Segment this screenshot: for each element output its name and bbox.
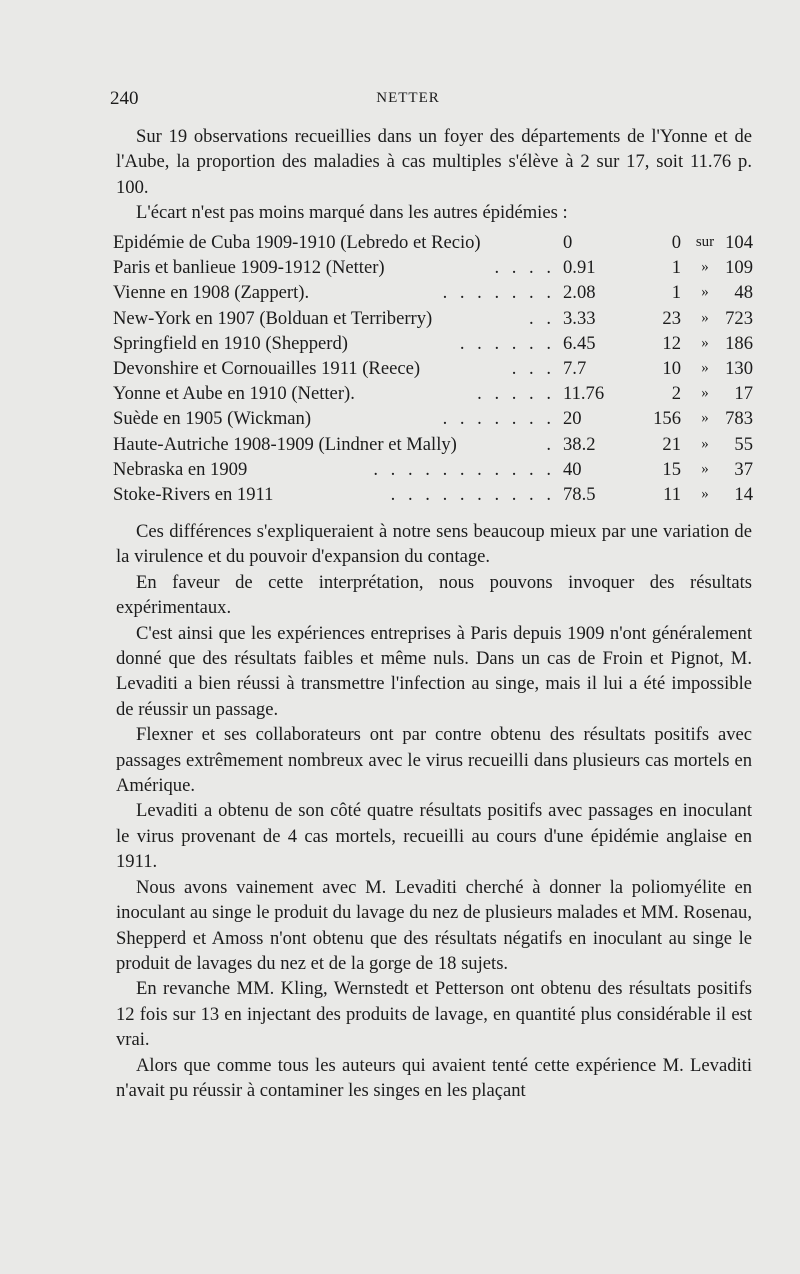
- table-row: [113, 306, 753, 331]
- multiple-cases: 1: [671, 257, 681, 279]
- percentage: 3.33: [563, 307, 596, 329]
- multiple-cases: 156: [653, 408, 681, 430]
- table-row: [113, 381, 753, 406]
- percentage: 0: [563, 232, 573, 253]
- separator: »: [701, 485, 709, 502]
- leader-dots: . . . . .: [477, 383, 555, 405]
- leader-dots: . . . . . .: [459, 332, 555, 354]
- total-cases: 48: [734, 282, 753, 304]
- multiple-cases: 15: [662, 458, 681, 480]
- separator: »: [701, 309, 709, 326]
- table-row: [113, 255, 753, 280]
- epidemic-label: Haute-Autriche 1908-1909 (Lindner et Mally): [113, 433, 457, 455]
- multiple-cases: 2: [671, 383, 681, 405]
- table-row: [113, 356, 753, 381]
- total-cases: 723: [725, 307, 753, 329]
- percentage: 7.7: [563, 357, 587, 379]
- separator: »: [701, 385, 709, 402]
- percentage: 78.5: [563, 483, 596, 505]
- percentage: 0.91: [563, 257, 596, 279]
- epidemic-label: New-York en 1907 (Bolduan et Terriberry): [113, 307, 433, 329]
- table-row: [113, 331, 753, 356]
- separator: »: [701, 334, 709, 351]
- total-cases: 14: [734, 483, 753, 505]
- percentage: 40: [563, 458, 582, 480]
- multiple-cases: 21: [662, 433, 681, 455]
- paragraph: En faveur de cette interprétation, nous pouvons invoquer des résultats expérimentaux.: [116, 571, 752, 619]
- table-row: [113, 280, 753, 305]
- intro-text: [116, 124, 752, 226]
- total-cases: 130: [725, 357, 753, 379]
- separator: »: [701, 284, 709, 301]
- table-row: [113, 406, 753, 431]
- running-title: NETTER: [376, 90, 440, 106]
- percentage: 20: [563, 408, 582, 430]
- paragraph: Alors que comme tous les auteurs qui avaient tenté cette expérience M. Levaditi n'avait pu réussir à contaminer les singes en les plaçant: [116, 1054, 752, 1101]
- leader-dots: . . . . . . . . . .: [390, 483, 555, 505]
- total-cases: 109: [725, 257, 753, 279]
- epidemic-label: Springfield en 1910 (Shepperd): [113, 332, 348, 354]
- total-cases: 17: [734, 383, 753, 405]
- epidemic-label: Suède en 1905 (Wickman): [113, 408, 312, 430]
- separator: »: [701, 435, 709, 452]
- leader-dots: . . .: [511, 357, 555, 379]
- leader-dots: . . . . . . . . . . .: [373, 458, 555, 480]
- page-number: 240: [110, 88, 139, 109]
- multiple-cases: 0: [671, 232, 681, 253]
- total-cases: 37: [734, 458, 753, 480]
- epidemic-label: Nebraska en 1909: [113, 458, 248, 480]
- epidemic-table: [113, 230, 753, 507]
- separator: »: [701, 410, 709, 427]
- paragraph: L'écart n'est pas moins marqué dans les autres épidémies :: [136, 202, 568, 224]
- percentage: 2.08: [563, 282, 596, 304]
- multiple-cases: 10: [662, 357, 681, 379]
- total-cases: 783: [725, 408, 753, 430]
- paragraph: En revanche MM. Kling, Wernstedt et Petterson ont obtenu des résultats positifs 12 fois sur 13 en injectant des produits de lavage, en quantité plus considérable il est vrai.: [116, 978, 752, 1051]
- paragraph: Flexner et ses collaborateurs ont par contre obtenu des résultats positifs avec passages extrêmement nombreux avec le virus recueilli dans plusieurs cas mortels en Amérique.: [116, 724, 752, 797]
- epidemic-label: Devonshire et Cornouailles 1911 (Reece): [113, 357, 421, 379]
- epidemic-label: Stoke-Rivers en 1911: [113, 483, 274, 505]
- body-text: [116, 519, 752, 1103]
- epidemic-label: Yonne et Aube en 1910 (Netter).: [113, 383, 355, 405]
- table-row: [113, 432, 753, 457]
- paragraph: Sur 19 observations recueillies dans un foyer des départements de l'Yonne et de l'Aube, la proportion des maladies à cas multiples s'élève à 2 sur 17, soit 11.76 p. 100.: [116, 126, 752, 198]
- multiple-cases: 1: [671, 282, 681, 304]
- leader-dots: . . . . . . .: [442, 408, 555, 430]
- leader-dots: . . . . . . .: [442, 282, 555, 304]
- epidemic-label: Epidémie de Cuba 1909-1910 (Lebredo et Recio): [113, 232, 481, 253]
- multiple-cases: 23: [662, 307, 681, 329]
- paragraph: Levaditi a obtenu de son côté quatre résultats positifs avec passages en inoculant le virus provenant de 4 cas mortels, recueilli au cours d'une épidémie anglaise en 1911.: [116, 800, 752, 873]
- table-row: [113, 482, 753, 507]
- epidemic-label: Paris et banlieue 1909-1912 (Netter): [113, 257, 385, 279]
- leader-dots: .: [546, 433, 555, 455]
- total-cases: 104: [725, 232, 753, 253]
- percentage: 38.2: [563, 433, 596, 455]
- total-cases: 55: [734, 433, 753, 455]
- percentage: 11.76: [563, 383, 605, 405]
- table-row: [113, 230, 753, 255]
- multiple-cases: 11: [663, 483, 681, 505]
- separator: sur: [695, 234, 715, 250]
- separator: »: [701, 259, 709, 276]
- separator: »: [701, 460, 709, 477]
- paragraph: Nous avons vainement avec M. Levaditi cherché à donner la poliomyélite en inoculant au singe le produit du lavage du nez de plusieurs malades et MM. Rosenau, Shepperd et Amoss n'ont obtenu que des résultats négatifs en inoculant au singe le produit de lavages du nez et de la gorge de 18 sujets.: [116, 876, 752, 974]
- table-row: [113, 457, 753, 482]
- leader-dots: . .: [529, 307, 555, 329]
- paragraph: Ces différences s'expliqueraient à notre sens beaucoup mieux par une variation de la virulence et du pouvoir d'expansion du contage.: [116, 521, 752, 568]
- epidemic-label: Vienne en 1908 (Zappert).: [113, 282, 310, 304]
- percentage: 6.45: [563, 332, 596, 354]
- multiple-cases: 12: [662, 332, 681, 354]
- separator: »: [701, 359, 709, 376]
- paragraph: C'est ainsi que les expériences entreprises à Paris depuis 1909 n'ont généralement donné que des résultats faibles et même nuls. Dans un cas de Froin et Pignot, M. Levaditi a bien réussi à transmettre l'infection au singe, mais il lui a été impossible de réussir un passage.: [116, 622, 752, 720]
- total-cases: 186: [725, 332, 753, 354]
- leader-dots: . . . .: [494, 257, 555, 279]
